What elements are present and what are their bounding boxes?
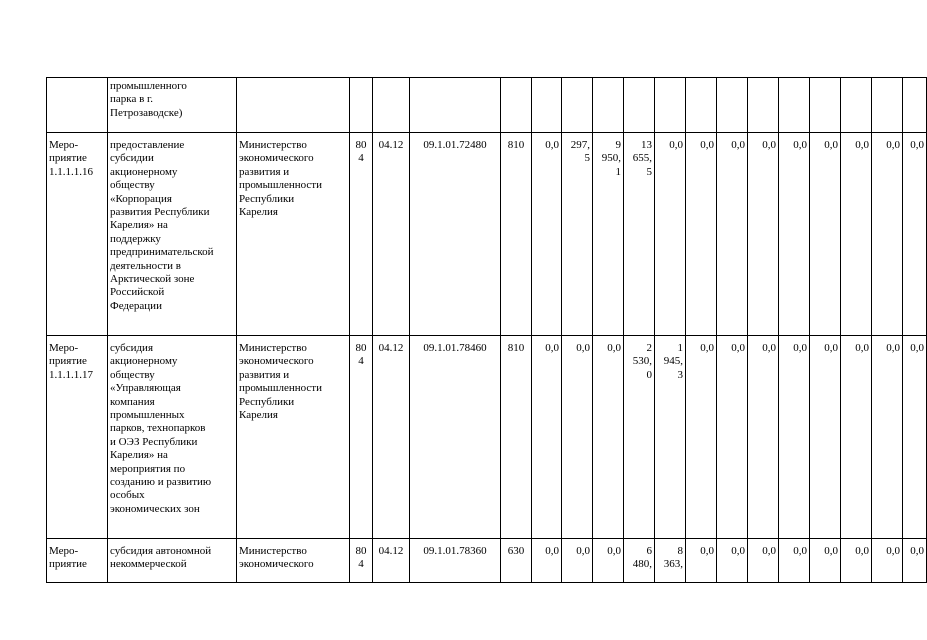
value-cell: 0,0 bbox=[903, 539, 927, 583]
value-cell: 0,0 bbox=[686, 539, 717, 583]
event-code-cell: Меро- приятие 1.1.1.1.17 bbox=[47, 336, 108, 539]
value-cell: 0,0 bbox=[748, 336, 779, 539]
value-cell: 0,0 bbox=[562, 336, 593, 539]
value-cell bbox=[779, 78, 810, 133]
value-cell: 0,0 bbox=[903, 336, 927, 539]
value-cell bbox=[872, 78, 903, 133]
value-cell: 0,0 bbox=[810, 539, 841, 583]
value-cell: 0,0 bbox=[779, 133, 810, 336]
value-cell: 0,0 bbox=[779, 336, 810, 539]
csr-cell bbox=[410, 78, 501, 133]
value-cell: 1 945, 3 bbox=[655, 336, 686, 539]
event-code-cell bbox=[47, 78, 108, 133]
vr-cell bbox=[501, 78, 532, 133]
event-code-cell: Меро- приятие 1.1.1.1.16 bbox=[47, 133, 108, 336]
value-cell: 0,0 bbox=[810, 336, 841, 539]
budget-table bbox=[46, 77, 927, 583]
executor-cell: Министерство экономического развития и промышленности Республики Карелия bbox=[237, 133, 350, 336]
value-cell bbox=[748, 78, 779, 133]
value-cell: 297, 5 bbox=[562, 133, 593, 336]
value-cell bbox=[655, 78, 686, 133]
value-cell: 0,0 bbox=[717, 539, 748, 583]
value-cell bbox=[624, 78, 655, 133]
vr-cell: 810 bbox=[501, 133, 532, 336]
value-cell: 0,0 bbox=[532, 539, 562, 583]
event-name-cell: субсидия автономной некоммерческой bbox=[108, 539, 237, 583]
csr-cell: 09.1.01.78460 bbox=[410, 336, 501, 539]
value-cell: 8 363, bbox=[655, 539, 686, 583]
executor-cell: Министерство экономического bbox=[237, 539, 350, 583]
event-name-cell: субсидия акционерному обществу «Управляющая компания промышленных парков, технопарков и ОЭЗ Республики Карелия» на мероприятия по созданию и развитию особых экономических зон bbox=[108, 336, 237, 539]
value-cell: 0,0 bbox=[532, 336, 562, 539]
rzpr-cell: 04.12 bbox=[373, 336, 410, 539]
value-cell: 0,0 bbox=[717, 336, 748, 539]
value-cell bbox=[841, 78, 872, 133]
value-cell bbox=[686, 78, 717, 133]
csr-cell: 09.1.01.72480 bbox=[410, 133, 501, 336]
table-row bbox=[47, 336, 927, 539]
rzpr-cell bbox=[373, 78, 410, 133]
value-cell bbox=[903, 78, 927, 133]
value-cell: 0,0 bbox=[841, 539, 872, 583]
value-cell bbox=[562, 78, 593, 133]
value-cell: 0,0 bbox=[686, 336, 717, 539]
value-cell: 6 480, bbox=[624, 539, 655, 583]
value-cell: 2 530, 0 bbox=[624, 336, 655, 539]
value-cell: 9 950, 1 bbox=[593, 133, 624, 336]
event-code-cell: Меро- приятие bbox=[47, 539, 108, 583]
value-cell: 0,0 bbox=[903, 133, 927, 336]
value-cell: 13 655, 5 bbox=[624, 133, 655, 336]
event-name-cell: промышленного парка в г. Петрозаводске) bbox=[108, 78, 237, 133]
table-row bbox=[47, 78, 927, 133]
rzpr-cell: 04.12 bbox=[373, 133, 410, 336]
value-cell: 0,0 bbox=[532, 133, 562, 336]
value-cell: 0,0 bbox=[748, 539, 779, 583]
value-cell: 0,0 bbox=[655, 133, 686, 336]
value-cell: 0,0 bbox=[872, 133, 903, 336]
csr-cell: 09.1.01.78360 bbox=[410, 539, 501, 583]
value-cell: 0,0 bbox=[562, 539, 593, 583]
executor-cell: Министерство экономического развития и промышленности Республики Карелия bbox=[237, 336, 350, 539]
rzpr-cell: 04.12 bbox=[373, 539, 410, 583]
value-cell bbox=[532, 78, 562, 133]
value-cell: 0,0 bbox=[717, 133, 748, 336]
value-cell: 0,0 bbox=[810, 133, 841, 336]
value-cell: 0,0 bbox=[872, 336, 903, 539]
vr-cell: 630 bbox=[501, 539, 532, 583]
grbs-cell: 80 4 bbox=[350, 539, 373, 583]
value-cell: 0,0 bbox=[841, 336, 872, 539]
value-cell bbox=[593, 78, 624, 133]
value-cell: 0,0 bbox=[841, 133, 872, 336]
table-body bbox=[47, 78, 927, 583]
value-cell: 0,0 bbox=[779, 539, 810, 583]
value-cell: 0,0 bbox=[748, 133, 779, 336]
grbs-cell: 80 4 bbox=[350, 133, 373, 336]
grbs-cell bbox=[350, 78, 373, 133]
grbs-cell: 80 4 bbox=[350, 336, 373, 539]
executor-cell bbox=[237, 78, 350, 133]
value-cell: 0,0 bbox=[593, 539, 624, 583]
value-cell: 0,0 bbox=[593, 336, 624, 539]
table-row bbox=[47, 133, 927, 336]
value-cell bbox=[717, 78, 748, 133]
vr-cell: 810 bbox=[501, 336, 532, 539]
value-cell: 0,0 bbox=[872, 539, 903, 583]
value-cell bbox=[810, 78, 841, 133]
event-name-cell: предоставление субсидии акционерному обществу «Корпорация развития Республики Карелия» на поддержку предпринимательской деятельности в Арктической зоне Российской Федерации bbox=[108, 133, 237, 336]
value-cell: 0,0 bbox=[686, 133, 717, 336]
table-row bbox=[47, 539, 927, 583]
